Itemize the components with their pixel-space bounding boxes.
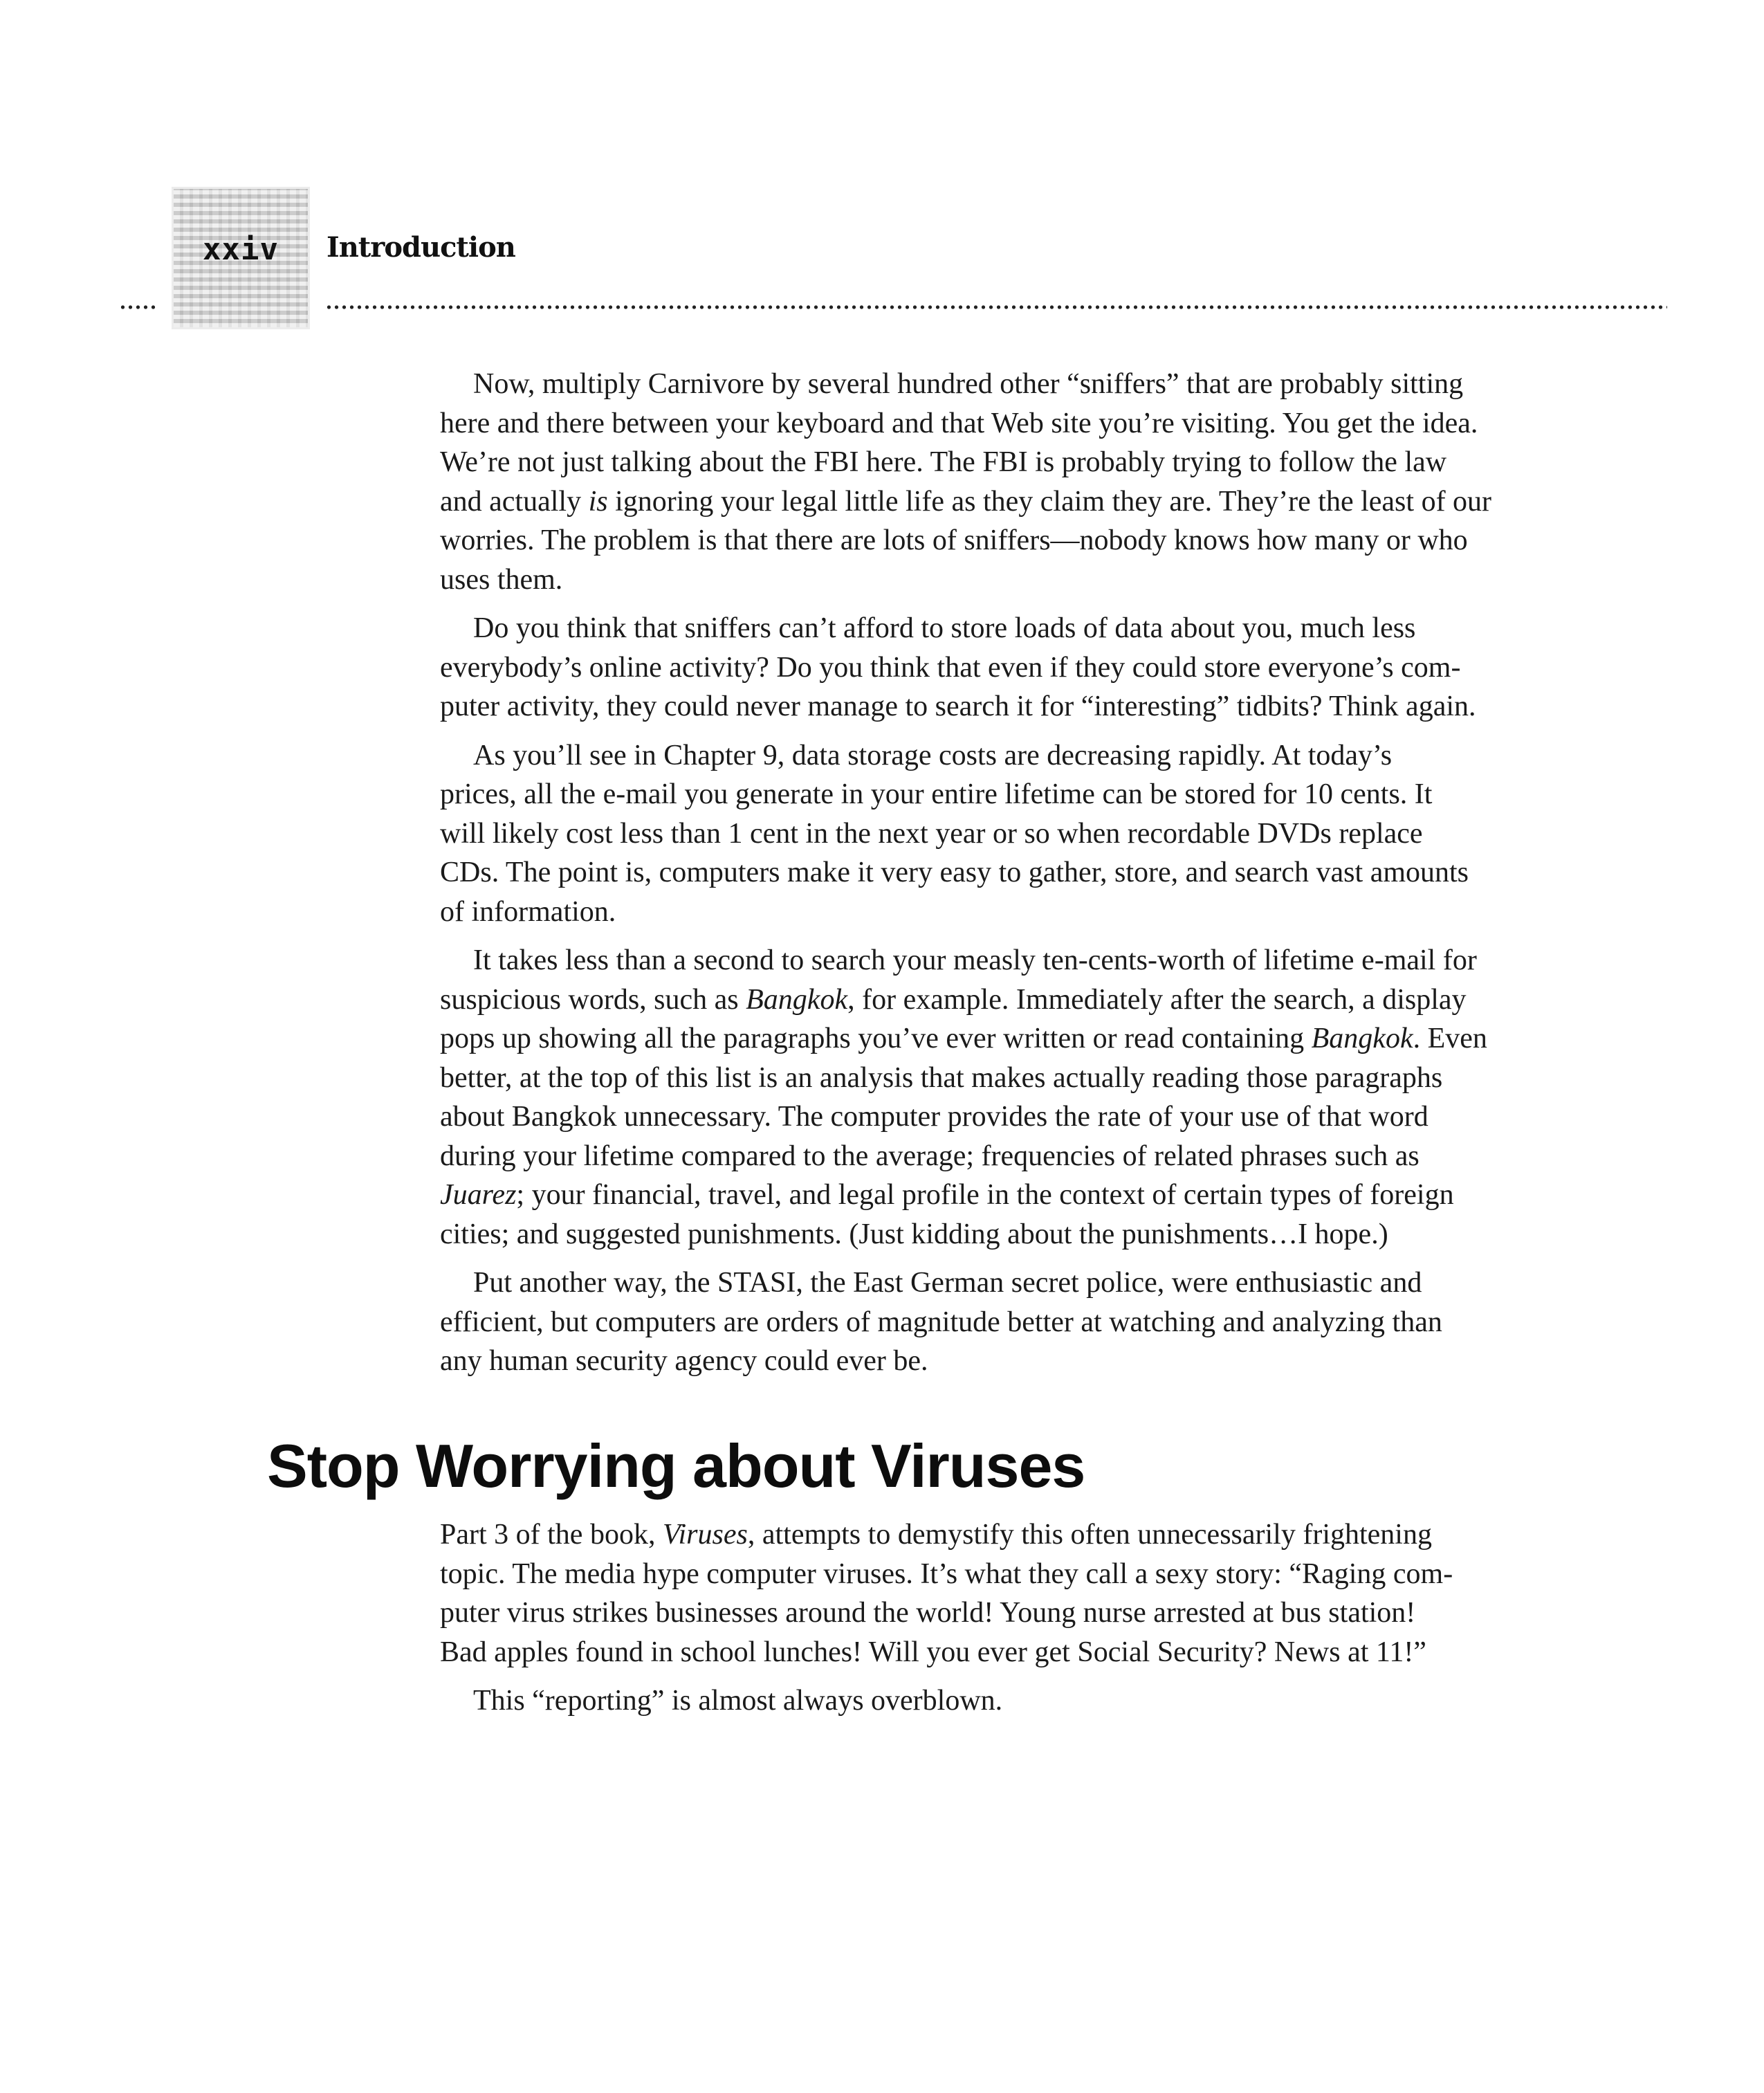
italic-text: Bangkok (1311, 1023, 1413, 1054)
text-run: Part 3 of the book, (440, 1519, 663, 1551)
paragraph (440, 1681, 1519, 1721)
section-heading: Stop Worrying about Viruses (267, 1432, 1085, 1500)
text-run: , for example. Immediately after the search, a display pops up showing all the paragraphs you’ve ever written or read containing (440, 983, 1467, 1054)
paragraph (440, 365, 1519, 599)
paragraph (440, 941, 1519, 1254)
text-run: Put another way, the STASI, the East German secret police, were enthusiastic and efficient, but computers are orders of magnitude better at watching and analyzing than any human security agency could ever be. (440, 1267, 1442, 1377)
paragraph (440, 736, 1519, 932)
paragraph (440, 1263, 1519, 1381)
paragraph (440, 1515, 1519, 1672)
intro-body-text (440, 365, 1519, 1391)
text-run: This “reporting” is almost always overblown. (473, 1685, 1003, 1717)
running-head: Introduction (327, 231, 515, 264)
italic-text: Viruses (662, 1519, 748, 1551)
section-body-text (440, 1515, 1519, 1730)
paragraph (440, 609, 1519, 726)
page-number-box (172, 187, 310, 329)
text-run: It takes less than a second to search your measly ten-cents-worth of lifetime e-mail for suspicious words, such as (440, 944, 1477, 1016)
italic-text: Juarez (440, 1179, 517, 1211)
text-run: Now, multiply Carnivore by several hundred other “sniffers” that are probably sitting here and there between your keyboard and that Web site you’re visiting. You get the idea. We’re not just talking about the FBI here. The FBI is probably trying to follow the law and actually (440, 368, 1478, 518)
text-run: ; your financial, travel, and legal profile in the context of certain types of foreign cities; and suggested punishments. (Just kidding about the punishments…I hope.) (440, 1179, 1454, 1250)
text-run: As you’ll see in Chapter 9, data storage costs are decreasing rapidly. At today’s prices, all the e-mail you generate in your entire lifetime can be stored for 10 cents. It will likely cost less than 1 cent in the next year or so when recordable DVDs replace CDs. The point is, computers make it very easy to gather, store, and search vast amounts of information. (440, 739, 1469, 928)
header-dotted-rule (325, 304, 1667, 310)
text-run: ignoring your legal little life as they claim they are. They’re the least of our worries. The problem is that there are lots of sniffers—nobody knows how many or who uses them. (440, 485, 1492, 596)
italic-text: is (588, 485, 608, 518)
page-number: xxiv (203, 232, 279, 267)
italic-text: Bangkok (746, 983, 848, 1016)
text-run: Do you think that sniffers can’t afford to store loads of data about you, much less everybody’s online activity? Do you think that even if they could store everyone’s com- puter activity, they could never manage to search it for “interesting” tidbits? Think again. (440, 612, 1476, 722)
text-run: . Even better, at the top of this list is an analysis that makes actually reading those paragraphs about Bangkok unnecessary. The computer provides the rate of your use of that word during your lifetime compared to the average; frequencies of related phrases such as (440, 1023, 1487, 1172)
text-run: , attempts to demystify this often unnecessarily frightening topic. The media hype computer viruses. It’s what they call a sexy story: “Raging com- puter virus strikes businesses around the world! Young nurse arrested at bus station! Bad apples found in school lunches! Will you ever get Social Security? News at 11!” (440, 1519, 1453, 1668)
header-dotted-rule-left (119, 304, 158, 310)
